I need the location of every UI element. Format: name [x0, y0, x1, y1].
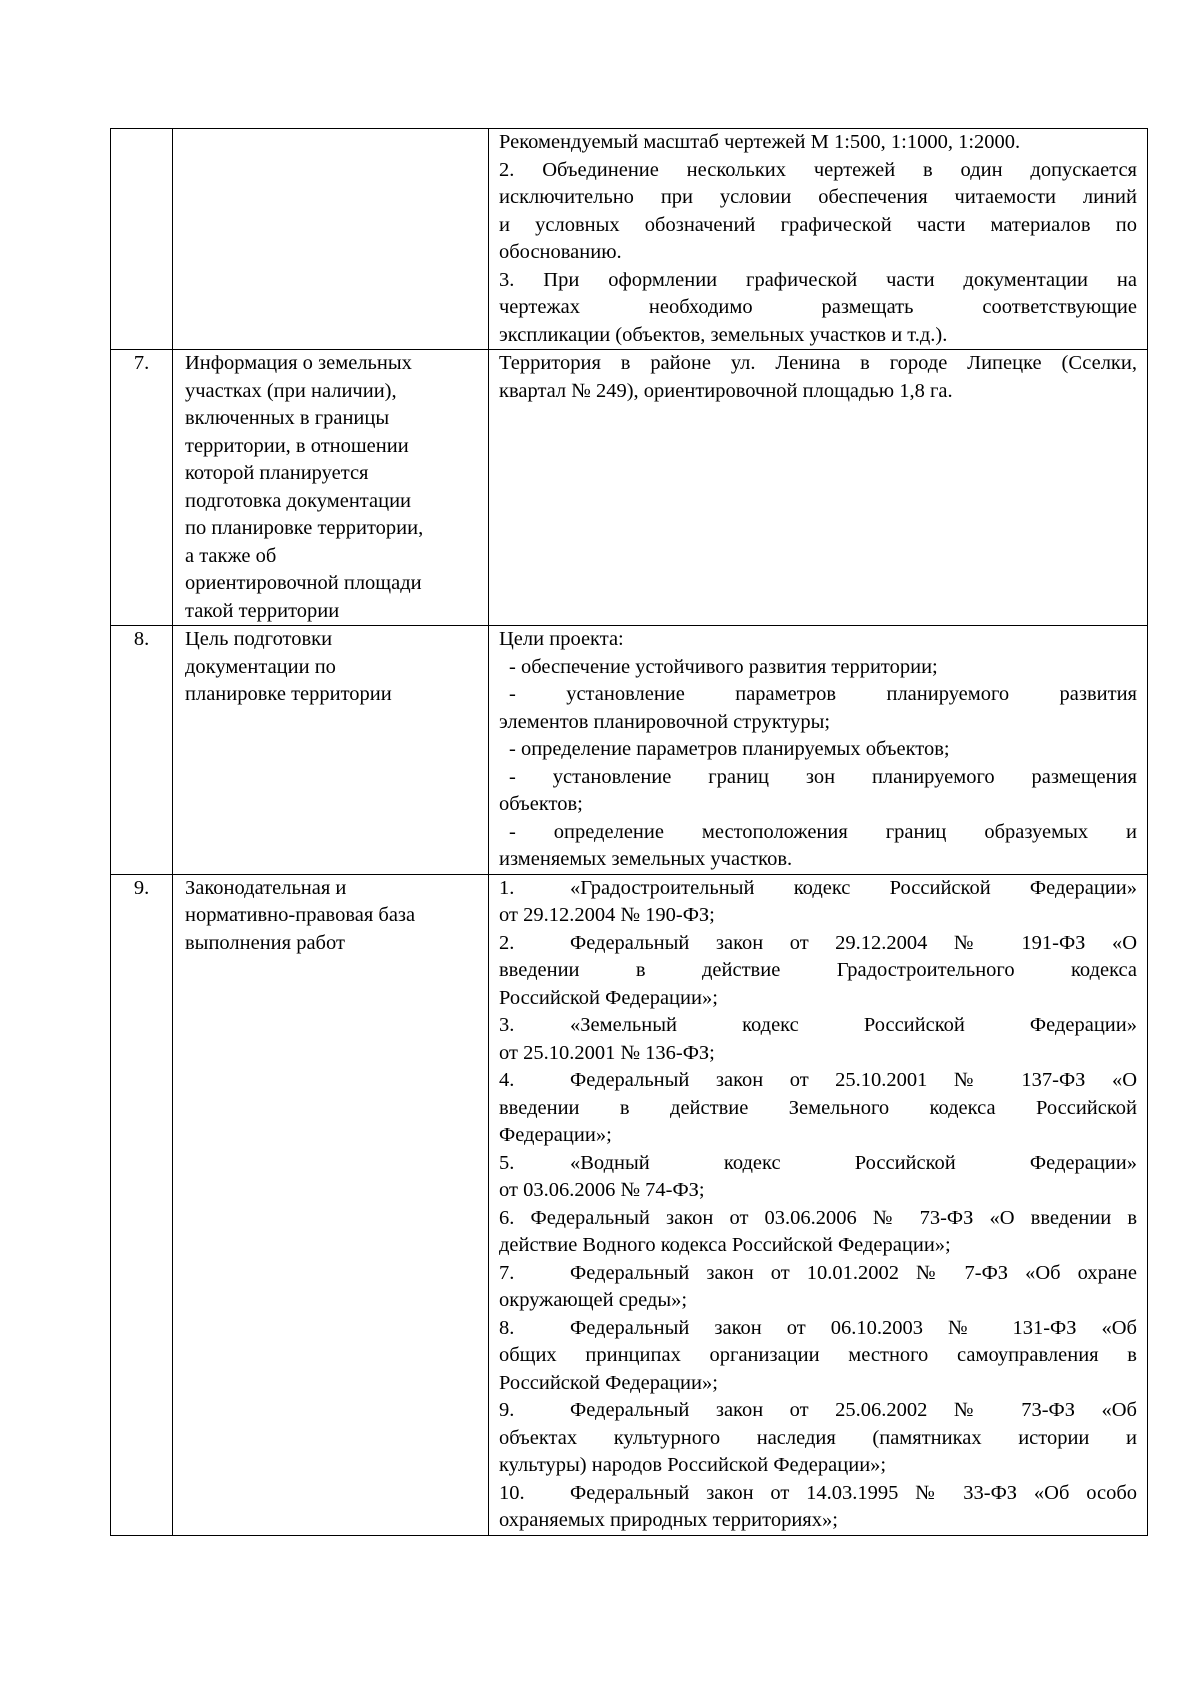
label-line: территории, в отношении [185, 434, 409, 457]
law-number: 5. [499, 1151, 515, 1174]
law-number: 4. [499, 1069, 515, 1091]
law-list-item [499, 1205, 1137, 1260]
law-text-line: 6. Федеральный закон от 03.06.2006 № 73-ФЗ «О введении в [499, 1206, 1137, 1229]
law-text: Федеральный закон от 25.10.2001 № 137-ФЗ «О [570, 1069, 1137, 1091]
text-line: экспликации (объектов, земельных участков и т.д.). [499, 323, 948, 346]
law-first-line [499, 1480, 1137, 1508]
text-line: обоснованию. [499, 241, 622, 263]
row-label-cell [173, 129, 489, 350]
label-line: нормативно-правовая база [185, 904, 416, 926]
text-line: чертежах необходимо размещать соответствующие [499, 296, 1137, 318]
law-number: 10. [499, 1481, 525, 1504]
law-number: 2. [499, 931, 515, 954]
law-number: 1. [499, 876, 515, 899]
text-line: Цели проекта: [499, 628, 624, 650]
law-text: Федеральный закон от 14.03.1995 № 33-ФЗ «Об особо [570, 1481, 1137, 1504]
label-line: участках (при наличии), [185, 379, 397, 402]
label-line: такой территории [185, 599, 340, 622]
text-line: - установление параметров планируемого развития [509, 683, 1137, 705]
law-text: «Градостроительный кодекс Российской Федерации» [570, 876, 1137, 899]
law-number: 8. [499, 1316, 515, 1339]
label-line: Законодательная и [185, 876, 347, 899]
law-text-line: охраняемых природных территориях»; [499, 1509, 838, 1531]
law-first-line [499, 875, 1137, 903]
law-list-item [499, 1012, 1137, 1067]
law-text-line: культуры) народов Российской Федерации»; [499, 1454, 887, 1476]
label-line: ориентировочной площади [185, 572, 422, 594]
law-text-line: объектах культурного наследия (памятниках истории и [499, 1426, 1137, 1449]
row-number-cell: 8. [111, 626, 173, 875]
row-value-cell [489, 350, 1148, 626]
table-row [111, 350, 1148, 626]
law-text: Федеральный закон от 29.12.2004 № 191-ФЗ «О [570, 931, 1137, 954]
law-list-item [499, 1260, 1137, 1315]
text-line: квартал № 249), ориентировочной площадью 1,8 га. [499, 379, 953, 402]
law-text-line: от 25.10.2001 № 136-ФЗ; [499, 1041, 715, 1064]
label-line: выполнения работ [185, 931, 345, 954]
text-line: Рекомендуемый масштаб чертежей М 1:500, 1:1000, 1:2000. [499, 131, 1021, 153]
law-text-line: действие Водного кодекса Российской Федерации»; [499, 1234, 951, 1256]
law-text-line: Федерации»; [499, 1124, 612, 1146]
text-line: Территория в районе ул. Ленина в городе Липецке (Сселки, [499, 352, 1137, 374]
label-line: Цель подготовки [185, 628, 333, 650]
law-text-line: введении в действие Земельного кодекса Российской [499, 1096, 1137, 1119]
law-list-item [499, 1067, 1137, 1150]
text-line: элементов планировочной структуры; [499, 710, 831, 733]
label-line: которой планируется [185, 462, 369, 484]
label-line: документации по [185, 655, 336, 678]
law-first-line [499, 930, 1137, 958]
law-text-line: Российской Федерации»; [499, 1371, 718, 1394]
table-row [111, 129, 1148, 350]
text-line: - обеспечение устойчивого развития территории; [509, 655, 938, 678]
law-list-item [499, 1150, 1137, 1205]
requirements-table [110, 128, 1148, 1536]
law-first-line [499, 1067, 1137, 1095]
law-text: Федеральный закон от 06.10.2003 № 131-ФЗ «Об [570, 1316, 1137, 1339]
law-first-line [499, 1397, 1137, 1425]
row-label-cell [173, 626, 489, 875]
law-first-line [499, 1260, 1137, 1288]
label-line: планировке территории [185, 683, 392, 705]
law-text-line: от 03.06.2006 № 74-ФЗ; [499, 1179, 705, 1201]
law-first-line [499, 1315, 1137, 1343]
label-line: а также об [185, 544, 277, 567]
label-line: Информация о земельных [185, 352, 412, 374]
text-line: - определение параметров планируемых объектов; [509, 738, 950, 760]
row-value-cell [489, 626, 1148, 875]
law-text: Федеральный закон от 10.01.2002 № 7-ФЗ «Об охране [570, 1261, 1137, 1284]
row-label-cell [173, 350, 489, 626]
text-line: 3. При оформлении графической части документации на [499, 268, 1137, 291]
law-text: «Водный кодекс Российской Федерации» [570, 1151, 1137, 1174]
row-number-cell [111, 129, 173, 350]
label-line: подготовка документации [185, 489, 412, 512]
row-number-cell: 7. [111, 350, 173, 626]
law-list-item [499, 1480, 1137, 1535]
law-text-line: окружающей среды»; [499, 1289, 688, 1311]
law-text-line: общих принципах организации местного самоуправления в [499, 1344, 1137, 1366]
law-list-item [499, 1315, 1137, 1398]
law-text: «Земельный кодекс Российской Федерации» [570, 1014, 1137, 1036]
law-text-line: Российской Федерации»; [499, 986, 718, 1009]
law-number: 7. [499, 1261, 515, 1284]
text-line: - установление границ зон планируемого размещения [509, 765, 1137, 788]
law-number: 3. [499, 1014, 515, 1036]
text-line: изменяемых земельных участков. [499, 848, 793, 870]
law-list-item [499, 930, 1137, 1013]
law-first-line [499, 1012, 1137, 1040]
row-number-cell: 9. [111, 874, 173, 1535]
text-line: - определение местоположения границ образуемых и [509, 820, 1137, 843]
label-line: включенных в границы [185, 407, 390, 429]
law-first-line [499, 1150, 1137, 1178]
laws-list-cell [489, 874, 1148, 1535]
law-text-line: введении в действие Градостроительного кодекса [499, 959, 1137, 981]
table-row [111, 874, 1148, 1535]
row-label-cell [173, 874, 489, 1535]
law-text-line: от 29.12.2004 № 190-ФЗ; [499, 904, 715, 926]
table-row [111, 626, 1148, 875]
row-value-cell [489, 129, 1148, 350]
law-list-item [499, 875, 1137, 930]
text-line: и условных обозначений графической части материалов по [499, 213, 1137, 236]
text-line: объектов; [499, 793, 583, 815]
text-line: 2. Объединение нескольких чертежей в один допускается [499, 158, 1137, 181]
law-text: Федеральный закон от 25.06.2002 № 73-ФЗ «Об [570, 1399, 1137, 1421]
law-list-item [499, 1397, 1137, 1480]
text-line: исключительно при условии обеспечения читаемости линий [499, 186, 1137, 208]
label-line: по планировке территории, [185, 517, 424, 539]
law-number: 9. [499, 1399, 515, 1421]
